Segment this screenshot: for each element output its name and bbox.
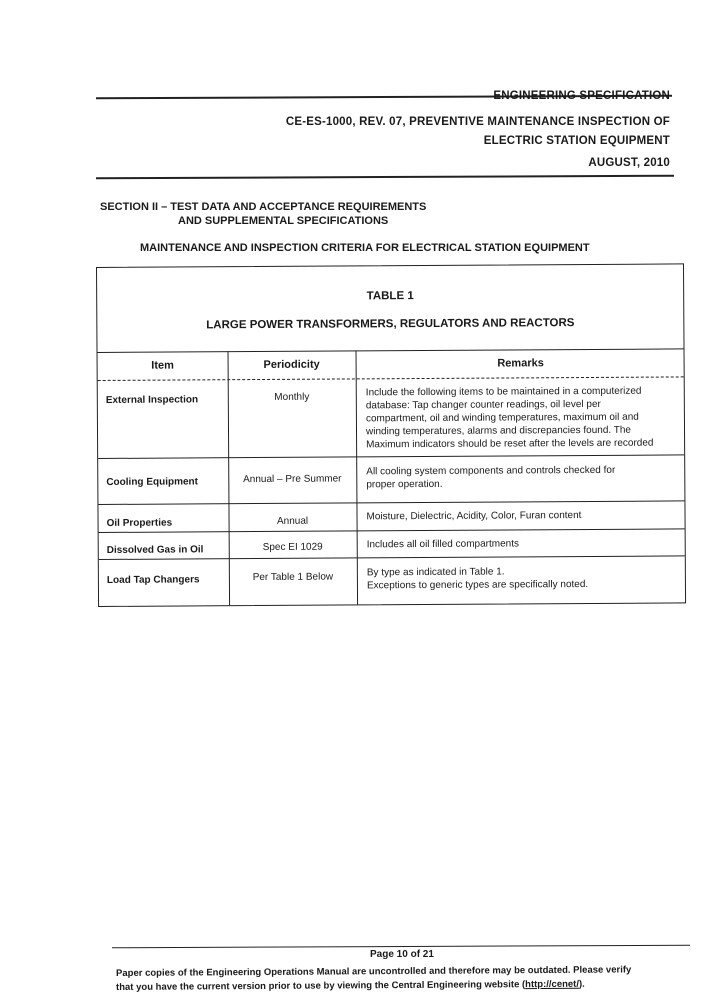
doc-number-line: CE-ES-1000, REV. 07, PREVENTIVE MAINTENANCE INSPECTION OF <box>285 116 670 128</box>
engineering-website-link[interactable]: http://cenet/ <box>525 978 580 991</box>
row-load-tap-changers-item: Load Tap Changers <box>106 574 200 586</box>
row-load-tap-changers-remarks: By type as indicated in Table 1. Exceptions to generic types are specifically noted. <box>366 566 589 592</box>
section-heading-line2: AND SUPPLEMENTAL SPECIFICATIONS <box>178 215 389 227</box>
row-divider <box>99 528 685 533</box>
footer-note-line2: that you have the current version prior to use by viewing the Central Engineering website (http://cenet/). <box>116 978 585 993</box>
criteria-heading: MAINTENANCE AND INSPECTION CRITERIA FOR ELECTRICAL STATION EQUIPMENT <box>140 242 590 254</box>
row-cooling-equipment-periodicity: Annual – Pre Summer <box>243 473 342 486</box>
spec-title: ENGINEERING SPECIFICATION <box>493 90 670 102</box>
row-external-inspection-item: External Inspection <box>105 394 199 406</box>
row-external-inspection-periodicity: Monthly <box>274 391 310 403</box>
column-header-periodicity: Periodicity <box>263 358 320 371</box>
row-oil-properties-periodicity: Annual <box>276 515 309 527</box>
header-row-divider <box>98 376 684 381</box>
row-dissolved-gas-remarks: Includes all oil filled compartments <box>366 538 520 551</box>
row-dissolved-gas-item: Dissolved Gas in Oil <box>106 544 204 556</box>
column-header-remarks: Remarks <box>497 357 544 370</box>
table-title: LARGE POWER TRANSFORMERS, REGULATORS AND REACTORS <box>206 317 575 332</box>
row-divider <box>98 500 684 505</box>
criteria-table <box>96 263 686 607</box>
doc-date: AUGUST, 2010 <box>588 157 670 169</box>
section-heading-line1: SECTION II – TEST DATA AND ACCEPTANCE REQUIREMENTS <box>100 201 427 213</box>
footer-rule <box>112 945 690 949</box>
page-number: Page 10 of 21 <box>370 949 434 960</box>
table-divider <box>98 348 684 353</box>
doc-subject-line: ELECTRIC STATION EQUIPMENT <box>483 135 670 147</box>
section-heading <box>100 200 426 228</box>
row-oil-properties-item: Oil Properties <box>106 517 173 529</box>
row-divider <box>98 454 684 459</box>
row-oil-properties-remarks: Moisture, Dielectric, Acidity, Color, Furan content <box>366 510 582 523</box>
table-label: TABLE 1 <box>366 290 414 303</box>
row-cooling-equipment-remarks: All cooling system components and controls checked for proper operation. <box>366 464 616 491</box>
row-external-inspection-remarks: Include the following items to be maintained in a computerized database: Tap changer counter readings, oil level per compartment, oil and winding temperatures, maximum oil and winding temperatures, alarms and discrepancies found. The Maximum indicators should be reset after the levels are recorded <box>365 385 654 451</box>
row-load-tap-changers-periodicity: Per Table 1 Below <box>252 571 334 584</box>
row-cooling-equipment-item: Cooling Equipment <box>106 476 199 488</box>
row-dissolved-gas-periodicity: Spec EI 1029 <box>262 541 323 553</box>
header-rule-bottom <box>96 175 674 180</box>
footer-note-line1: Paper copies of the Engineering Operations Manual are uncontrolled and therefore may be outdated. Please verify <box>116 964 632 979</box>
column-header-item: Item <box>151 359 174 372</box>
